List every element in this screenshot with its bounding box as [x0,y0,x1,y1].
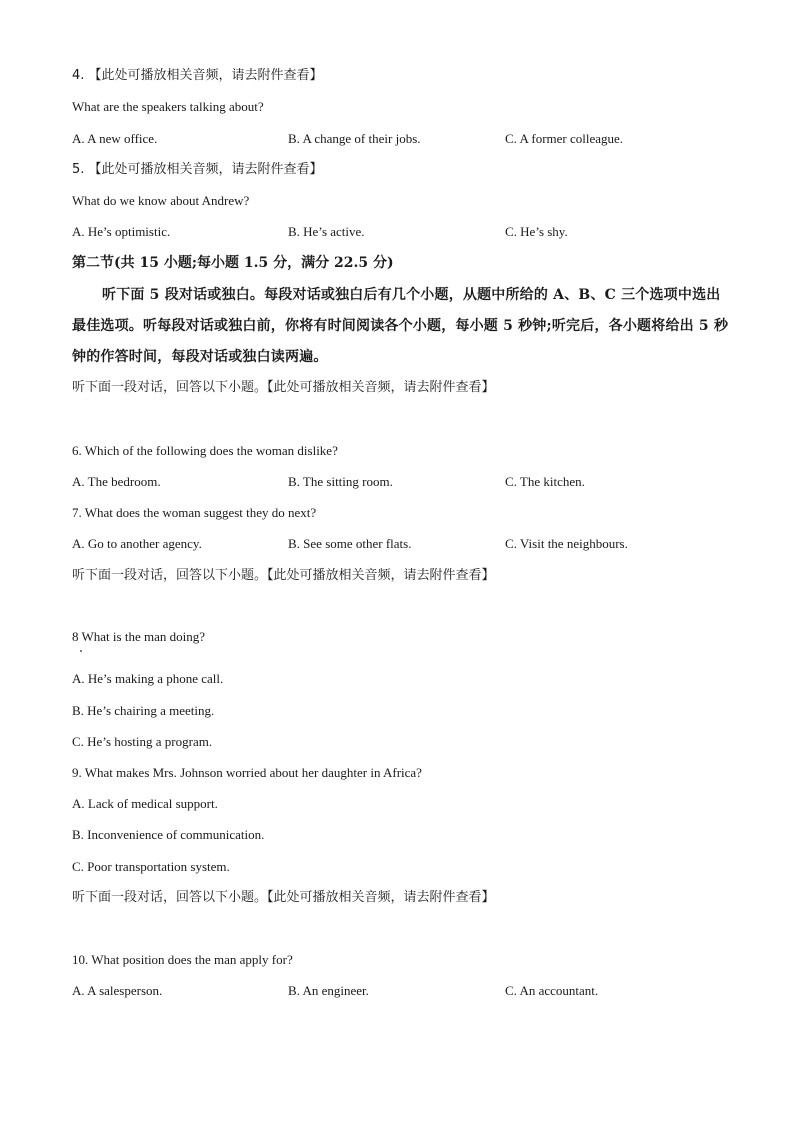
q4-option-b: B. A change of their jobs. [288,131,421,146]
dialogue-prompt-2: 听下面一段对话，回答以下小题。【此处可播放相关音频，请去附件查看】 [72,568,495,583]
q8-option-c: C. He’s hosting a program. [72,734,213,749]
q10-options [72,982,752,1000]
q4-option-a: A. A new office. [72,131,158,146]
section-2-title: 第二节(共 15 小题;每小题 1.5 分，满分 22.5 分) [72,255,394,271]
q6-option-c: C. The kitchen. [505,474,585,489]
q6-option-a: A. The bedroom. [72,474,161,489]
q8-option-a: A. He’s making a phone call. [72,671,224,686]
q5-option-a: A. He’s optimistic. [72,224,171,239]
q9-option-c: C. Poor transportation system. [72,859,230,874]
q5-question: What do we know about Andrew? [72,193,250,208]
q9-option-b: B. Inconvenience of communication. [72,827,265,842]
q6-option-b: B. The sitting room. [288,474,393,489]
dialogue-prompt-3: 听下面一段对话，回答以下小题。【此处可播放相关音频，请去附件查看】 [72,890,495,905]
q5-audio-prompt: 5. 【此处可播放相关音频，请去附件查看】 [72,162,323,177]
section-2-instructions: 听下面 5 段对话或独白。每段对话或独白后有几个小题，从题中所给的 A、B、C 三个选项中选出最佳选项。听每段对话或独白前，你将有时间阅读各个小题，每小题 5 秒钟;听完后，各小题将给出 5 秒钟的作答时间，每段对话或独白读两遍。 [72,287,729,365]
q7-option-b: B. See some other flats. [288,536,412,551]
q4-option-c: C. A former colleague. [505,131,624,146]
q6-question: 6. Which of the following does the woman dislike? [72,443,338,458]
q7-options [72,535,752,553]
q6-options [72,473,752,491]
q9-question: 9. What makes Mrs. Johnson worried about her daughter in Africa? [72,765,422,780]
dialogue-prompt-1: 听下面一段对话，回答以下小题。【此处可播放相关音频，请去附件查看】 [72,380,495,395]
q8-question: 8 What is the man doing? [72,629,205,644]
q9-option-a: A. Lack of medical support. [72,796,218,811]
q5-option-c: C. He’s shy. [505,224,568,239]
q8-option-b: B. He’s chairing a meeting. [72,703,215,718]
q4-audio-prompt: 4. 【此处可播放相关音频，请去附件查看】 [72,68,323,83]
q5-option-b: B. He’s active. [288,224,365,239]
q5-options [72,223,752,241]
q10-option-a: A. A salesperson. [72,983,163,998]
q7-option-a: A. Go to another agency. [72,536,202,551]
q4-options [72,130,752,148]
stray-mark [80,650,82,652]
q10-option-c: C. An accountant. [505,983,599,998]
q10-question: 10. What position does the man apply for? [72,952,293,967]
q4-question: What are the speakers talking about? [72,99,264,114]
q7-question: 7. What does the woman suggest they do next? [72,505,317,520]
q10-option-b: B. An engineer. [288,983,369,998]
q7-option-c: C. Visit the neighbours. [505,536,628,551]
